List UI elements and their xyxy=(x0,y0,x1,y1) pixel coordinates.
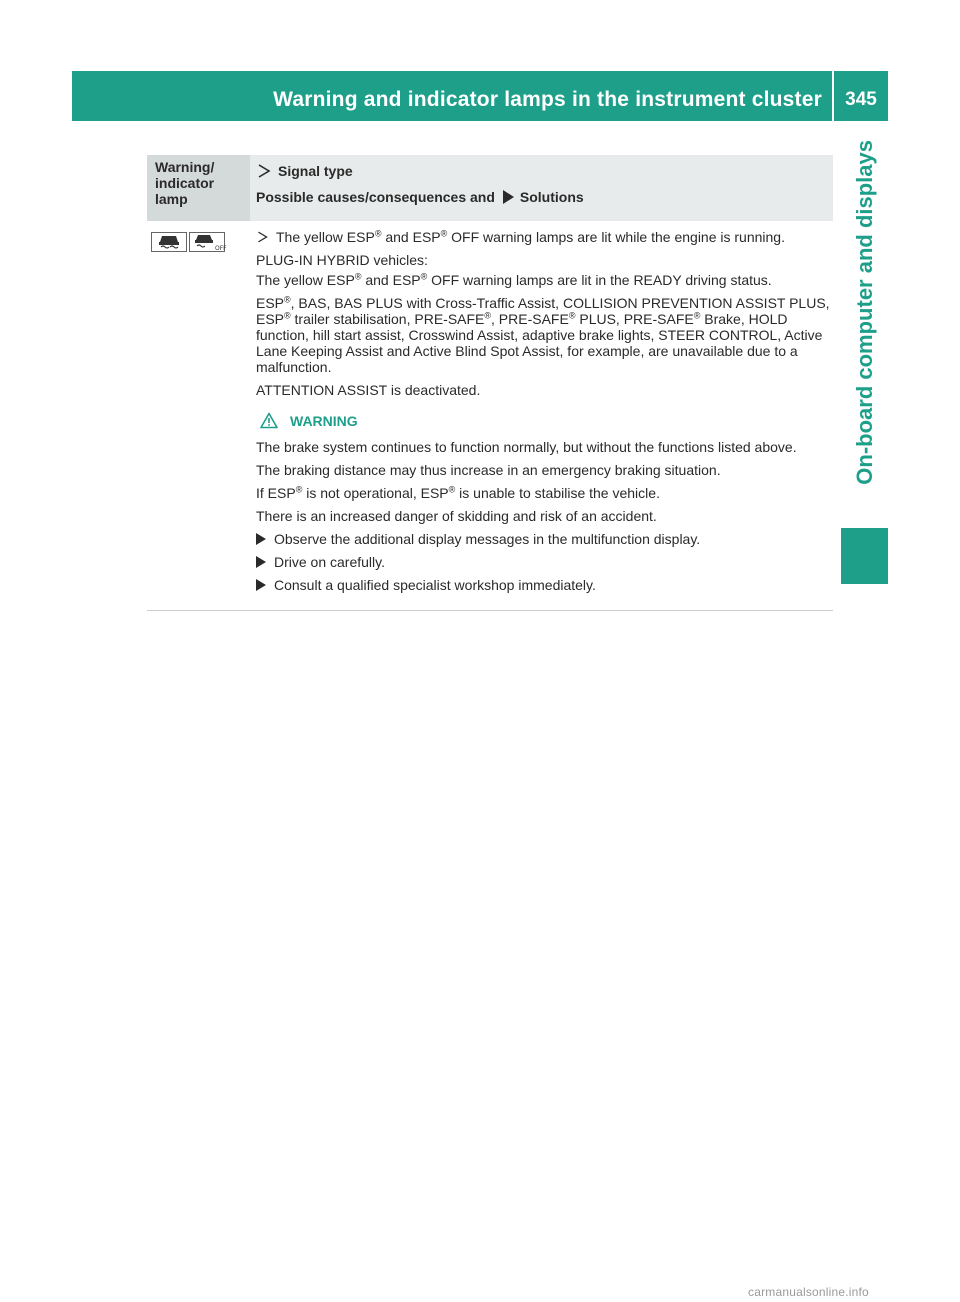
warning-text-1: The brake system continues to function normally, but without the functions listed above. xyxy=(256,439,797,455)
warning-triangle-icon xyxy=(260,412,278,429)
hybrid-description: The yellow ESP® and ESP® OFF warning lamps are lit in the READY driving status. xyxy=(256,271,772,288)
column-header-signal xyxy=(250,155,833,221)
section-label: On-board computer and displays xyxy=(852,140,877,485)
causes-text: ESP®, BAS, BAS PLUS with Cross-Traffic Assist, COLLISION PREVENTION ASSIST PLUS, ESP® trailer stabilisation, PRE-SAFE®, PRE-SAFE® PLUS, PRE-SAFE® Brake, HOLD function, hill start assist, Crosswind Assist, adaptive brake lights, STEER CONTROL, Active Lane Keeping Assist and Active Blind Spot Assist, for example, are unavailable due to a malfunction. xyxy=(256,294,830,375)
list-item xyxy=(256,531,833,547)
solutions-label: Solutions xyxy=(519,189,584,205)
lamp-icons xyxy=(147,229,250,600)
warning-text-4: There is an increased danger of skidding and risk of an accident. xyxy=(256,508,657,524)
watermark: carmanualsonline.info xyxy=(748,1285,869,1299)
signal-description: The yellow ESP® and ESP® OFF warning lamps are lit while the engine is running. xyxy=(276,228,785,245)
page-header xyxy=(72,71,888,121)
page-number: 345 xyxy=(845,89,877,110)
svg-text:OFF: OFF xyxy=(215,245,227,252)
step-text: Consult a qualified specialist workshop immediately. xyxy=(274,577,596,593)
step-arrow-icon xyxy=(256,556,266,568)
signal-type-icon xyxy=(256,163,272,179)
esp-off-warning-lamp-icon xyxy=(189,232,225,252)
row-content xyxy=(250,229,833,600)
warning-lamp-table xyxy=(147,155,833,611)
step-arrow-icon xyxy=(256,533,266,545)
page-title: Warning and indicator lamps in the instrument cluster xyxy=(273,88,822,111)
signal-type-label: Signal type xyxy=(278,163,353,179)
list-item xyxy=(256,554,833,570)
solutions-arrow-icon xyxy=(500,189,516,205)
table-row xyxy=(147,221,833,611)
hybrid-label: PLUG-IN HYBRID vehicles: xyxy=(256,252,428,268)
column-header-lamp: Warning/ indicator lamp xyxy=(147,155,250,221)
step-text: Drive on carefully. xyxy=(274,554,386,570)
warning-label: WARNING xyxy=(290,412,358,429)
warning-text-2: The braking distance may thus increase in an emergency braking situation. xyxy=(256,462,721,478)
table-header xyxy=(147,155,833,221)
section-marker xyxy=(841,528,888,584)
list-item xyxy=(256,577,833,593)
warning-text-3: If ESP® is not operational, ESP® is unable to stabilise the vehicle. xyxy=(256,484,660,501)
signal-type-icon xyxy=(256,230,269,244)
esp-warning-lamp-icon xyxy=(151,232,187,252)
step-text: Observe the additional display messages in the multifunction display. xyxy=(274,531,701,547)
warning-heading xyxy=(256,412,833,429)
step-arrow-icon xyxy=(256,579,266,591)
causes-label: Possible causes/consequences and xyxy=(256,189,495,205)
attention-assist-text: ATTENTION ASSIST is deactivated. xyxy=(256,382,481,398)
